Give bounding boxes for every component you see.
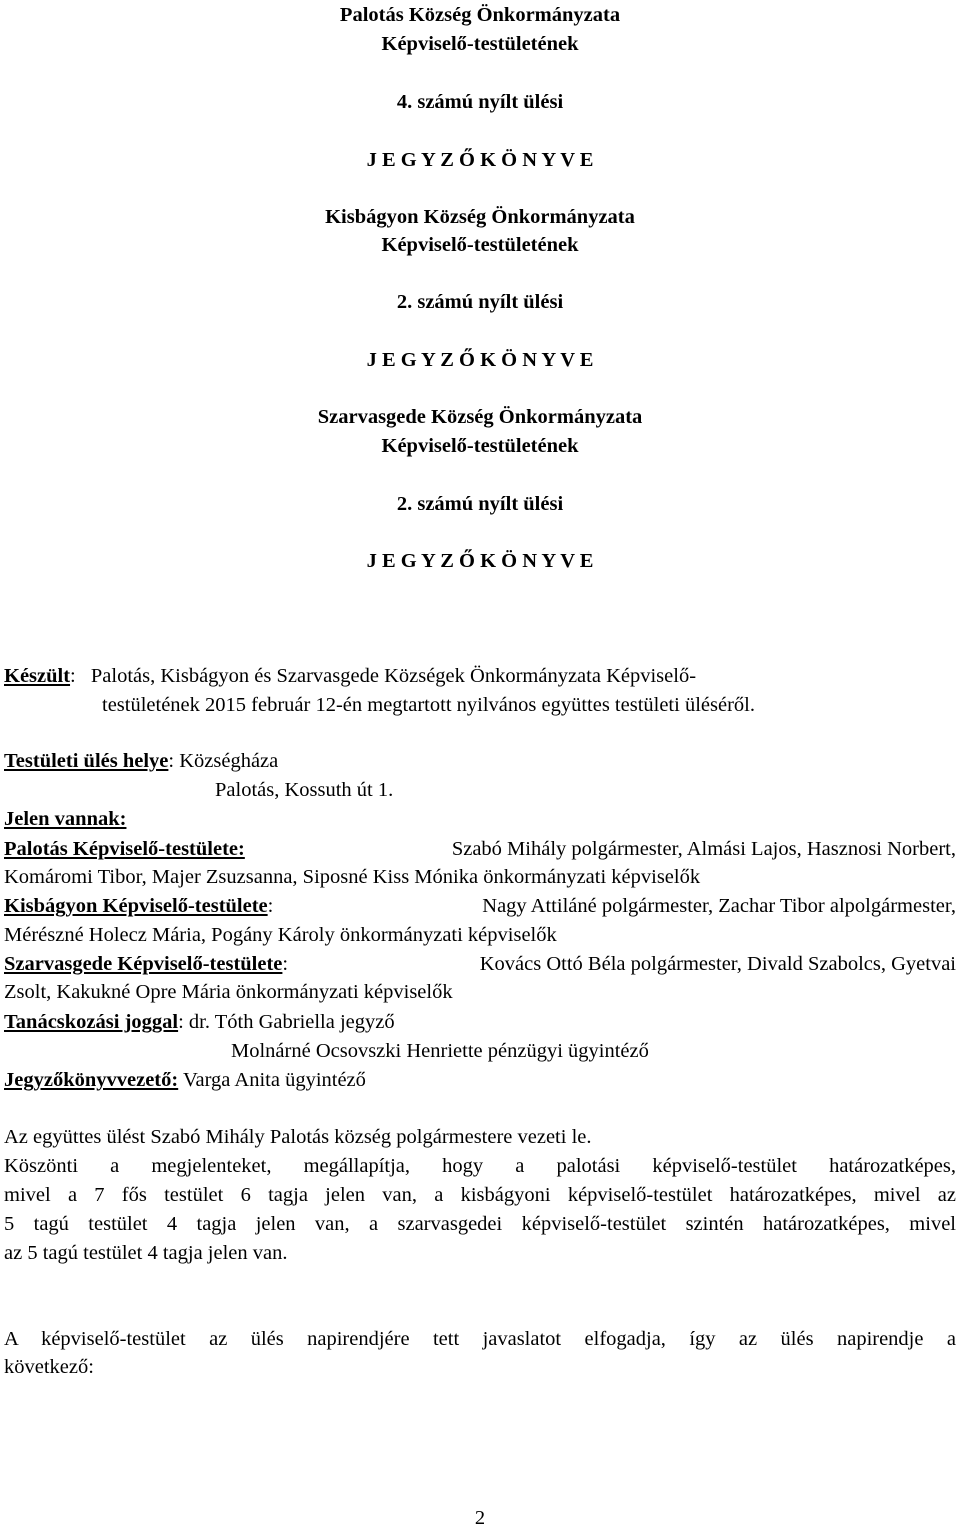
recorder-label: Jegyzőkönyvvezető:: [4, 1069, 179, 1091]
paragraph-agenda-line-1: A képviselő-testület az ülés napirendjére tett javaslatot elfogadja, így az ülés napirendje a: [4, 1328, 956, 1350]
venue-label: Testületi ülés helye: [4, 750, 169, 772]
session-number-palotas: 4. számú nyílt ülési: [396, 91, 564, 113]
council-name-kisbagyon: Kisbágyon Község Önkormányzata: [325, 206, 635, 228]
council-body-kisbagyon: Képviselő-testületének: [381, 234, 579, 256]
palotas-members-line-2: Komáromi Tibor, Majer Zsuzsanna, Siposné Kiss Mónika önkormányzati képviselők: [4, 866, 701, 888]
szarvasgede-colon: :: [282, 953, 289, 975]
palotas-council-label: Palotás Képviselő-testülete:: [4, 838, 245, 860]
palotas-members-text-1: Szabó Mihály polgármester, Almási Lajos, Hasznosi Norbert,: [451, 838, 956, 860]
present-label: Jelen vannak:: [4, 808, 127, 830]
kisbagyon-members-line-2: Mérészné Holecz Mária, Pogány Károly önkormányzati képviselők: [4, 924, 557, 946]
made-label: Készült: [4, 665, 71, 687]
szarvasgede-members-line-1: [4, 950, 956, 978]
made-text-line-2: testületének 2015 február 12-én megtartott nyilvános együttes testületi üléséről.: [102, 694, 755, 716]
kisbagyon-colon: :: [267, 895, 274, 917]
szarvasgede-members-text-1: Kovács Ottó Béla polgármester, Divald Szabolcs, Gyetvai: [479, 953, 956, 975]
palotas-members-line-1: [4, 835, 956, 863]
made-text-line-1: Palotás, Kisbágyon és Szarvasgede Községek Önkormányzata Képviselő-: [90, 665, 697, 687]
council-body-palotas: Képviselő-testületének: [381, 33, 579, 55]
advisory-finance-officer: Molnárné Ocsovszki Henriette pénzügyi ügyintéző: [231, 1040, 649, 1062]
council-name-szarvasgede: Szarvasgede Község Önkormányzata: [317, 406, 643, 428]
page-number: 2: [474, 1507, 486, 1529]
advisory-notary: dr. Tóth Gabriella jegyző: [188, 1011, 395, 1033]
council-body-szarvasgede: Képviselő-testületének: [381, 435, 579, 457]
paragraph-quorum-line-3: 5 tagú testület 4 tagja jelen van, a szarvasgedei képviselő-testület szintén határozatképes, mivel: [4, 1213, 956, 1235]
venue-place: Községháza: [179, 750, 279, 772]
session-number-kisbagyon: 2. számú nyílt ülési: [396, 291, 564, 313]
minutes-title-1: J E G Y Z Ő K Ö N Y V E: [366, 149, 594, 171]
made-line-1: [4, 662, 696, 690]
kisbagyon-members-text-1: Nagy Attiláné polgármester, Zachar Tibor alpolgármester,: [482, 895, 956, 917]
venue-colon: :: [168, 750, 175, 772]
paragraph-quorum-line-1: Köszönti a megjelenteket, megállapítja, hogy a palotási képviselő-testület határozatképes,: [4, 1155, 956, 1177]
paragraph-chair: Az együttes ülést Szabó Mihály Palotás község polgármestere vezeti le.: [4, 1126, 592, 1148]
advisory-label: Tanácskozási joggal: [4, 1011, 179, 1033]
venue-address: Palotás, Kossuth út 1.: [215, 779, 394, 801]
minutes-title-2: J E G Y Z Ő K Ö N Y V E: [366, 349, 594, 371]
paragraph-quorum-line-2: mivel a 7 fős testület 6 tagja jelen van, a kisbágyoni képviselő-testület határozatképes, mivel az: [4, 1184, 956, 1206]
advisory-colon: :: [178, 1011, 184, 1033]
kisbagyon-council-label: Kisbágyon Képviselő-testülete: [4, 895, 268, 917]
venue-line-1: [4, 747, 278, 775]
kisbagyon-members-line-1: [4, 892, 956, 920]
szarvasgede-members-line-2: Zsolt, Kakukné Opre Mária önkormányzati képviselők: [4, 981, 453, 1003]
recorder-value: Varga Anita ügyintéző: [182, 1069, 366, 1091]
paragraph-quorum-line-4: az 5 tagú testület 4 tagja jelen van.: [4, 1242, 288, 1264]
recorder-line: [4, 1066, 366, 1094]
paragraph-agenda-line-2: következő:: [4, 1356, 94, 1378]
szarvasgede-council-label: Szarvasgede Képviselő-testülete: [4, 953, 283, 975]
council-name-palotas: Palotás Község Önkormányzata: [339, 4, 621, 26]
made-colon: :: [70, 665, 76, 687]
advisory-line-1: [4, 1008, 395, 1036]
session-number-szarvasgede: 2. számú nyílt ülési: [396, 493, 564, 515]
minutes-title-3: J E G Y Z Ő K Ö N Y V E: [366, 550, 594, 572]
